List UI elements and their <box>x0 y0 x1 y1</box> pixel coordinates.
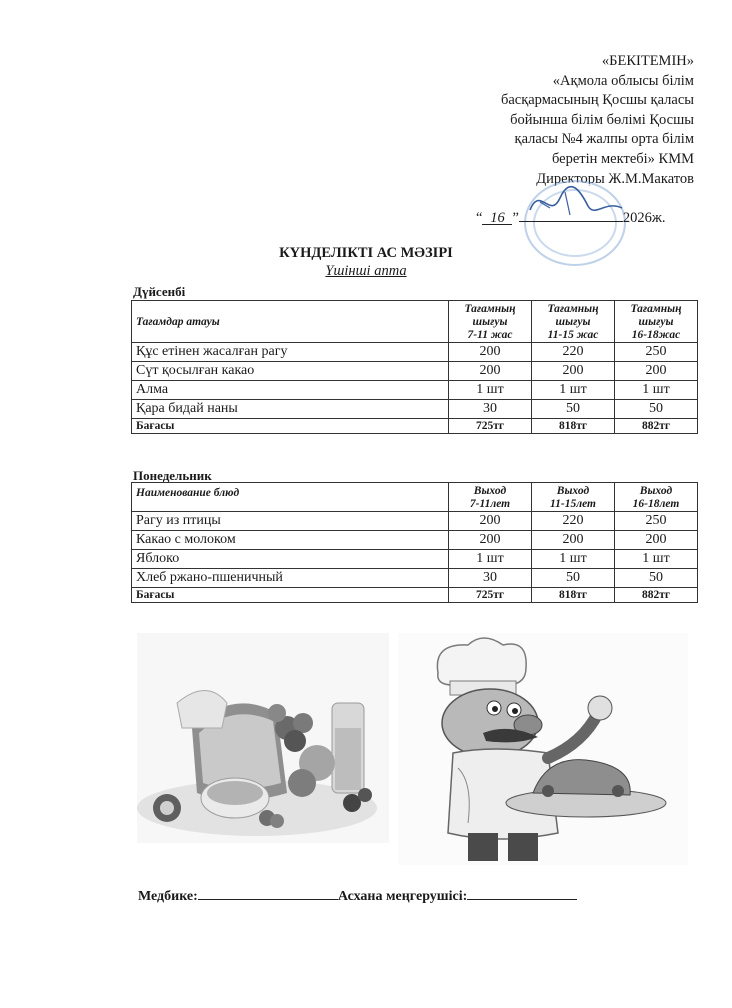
approval-block <box>404 52 694 189</box>
header-age-16-18: Тағамның шығуы 16-18жас <box>615 301 698 343</box>
portion-value: 200 <box>615 362 698 381</box>
approval-date <box>476 207 666 227</box>
portion-value: 250 <box>615 512 698 531</box>
table-row <box>132 343 698 362</box>
day-label: Понедельник <box>133 468 212 483</box>
date-day: 16 <box>482 210 512 225</box>
price-value: 725тг <box>449 588 532 603</box>
portion-value: 1 шт <box>532 381 615 400</box>
approval-line: бойынша білім бөлімі Қосшы <box>510 111 694 128</box>
day-label: Дүйсенбі <box>133 284 186 299</box>
dish-name: Алма <box>132 381 449 400</box>
portion-value: 200 <box>532 362 615 381</box>
header-age-11-15: Тағамның шығуы 11-15 жас <box>532 301 615 343</box>
table-row <box>132 531 698 550</box>
table-row <box>132 512 698 531</box>
header-age-7-11: Тағамның шығуы 7-11 жас <box>449 301 532 343</box>
portion-value: 50 <box>532 400 615 419</box>
approval-line: басқармасының Қосшы қаласы <box>500 92 694 109</box>
portion-value: 50 <box>615 400 698 419</box>
total-label: Бағасы <box>132 588 449 603</box>
header-age-11-15: Выход 11-15лет <box>532 483 615 512</box>
portion-value: 50 <box>615 569 698 588</box>
portion-value: 220 <box>532 343 615 362</box>
table-row <box>132 381 698 400</box>
price-value: 818тг <box>532 588 615 603</box>
header-dish-name: Тағамдар атауы <box>132 301 449 343</box>
portion-value: 200 <box>449 343 532 362</box>
portion-value: 1 шт <box>449 550 532 569</box>
price-value: 882тг <box>615 419 698 434</box>
approval-line: «Ақмола облысы білім <box>552 72 694 89</box>
portion-value: 200 <box>615 531 698 550</box>
approval-line: қаласы №4 жалпы орта білім <box>514 131 694 148</box>
portion-value: 250 <box>615 343 698 362</box>
portion-value: 1 шт <box>532 550 615 569</box>
portion-value: 30 <box>449 400 532 419</box>
approval-line: «БЕКІТЕМІН» <box>601 53 694 69</box>
dish-name: Хлеб ржано-пшеничный <box>132 569 449 588</box>
chef-cartoon-image <box>398 633 688 865</box>
dish-name: Сүт қосылған какао <box>132 362 449 381</box>
dish-name: Яблоко <box>132 550 449 569</box>
total-label: Бағасы <box>132 419 449 434</box>
page-title: КҮНДЕЛІКТІ АС МӘЗІРІ <box>279 245 453 261</box>
total-row <box>132 419 698 434</box>
portion-value: 200 <box>449 512 532 531</box>
table-row <box>132 569 698 588</box>
director-line: Директоры Ж.М.Макатов <box>536 170 694 187</box>
portion-value: 1 шт <box>615 550 698 569</box>
portion-value: 1 шт <box>615 381 698 400</box>
dish-name: Құс етінен жасалған рагу <box>132 343 449 362</box>
menu-table-kazakh <box>131 300 698 434</box>
portion-value: 1 шт <box>449 381 532 400</box>
kitchen-manager-label: Асхана меңгерушісі: <box>337 889 468 904</box>
header-age-7-11: Выход 7-11лет <box>449 483 532 512</box>
signature-footer <box>138 886 577 905</box>
price-value: 818тг <box>532 419 615 434</box>
kitchen-manager-signature-blank <box>467 886 577 900</box>
portion-value: 50 <box>532 569 615 588</box>
portion-value: 200 <box>532 531 615 550</box>
table-row <box>132 362 698 381</box>
header-age-16-18: Выход 16-18лет <box>615 483 698 512</box>
approval-line: беретін мектебі» КММ <box>551 150 694 167</box>
table-row <box>132 550 698 569</box>
portion-value: 200 <box>449 362 532 381</box>
page-subtitle: Үшінші апта <box>325 263 407 279</box>
price-value: 725тг <box>449 419 532 434</box>
table-header-row <box>132 483 698 512</box>
date-open-quote: “ <box>476 210 483 226</box>
date-year: 2026ж. <box>622 210 666 226</box>
menu-table-russian <box>131 482 698 603</box>
portion-value: 200 <box>449 531 532 550</box>
dish-name: Рагу из птицы <box>132 512 449 531</box>
price-value: 882тг <box>615 588 698 603</box>
total-row <box>132 588 698 603</box>
dish-name: Қара бидай наны <box>132 400 449 419</box>
table-header-row <box>132 301 698 343</box>
nurse-label: Медбике: <box>138 889 198 904</box>
header-dish-name: Наименование блюд <box>132 483 449 512</box>
portion-value: 30 <box>449 569 532 588</box>
date-close-quote: ” <box>512 210 519 226</box>
food-collage-image <box>137 633 389 843</box>
date-month-blank <box>519 207 623 222</box>
dish-name: Какао с молоком <box>132 531 449 550</box>
nurse-signature-blank <box>198 886 338 900</box>
portion-value: 220 <box>532 512 615 531</box>
table-row <box>132 400 698 419</box>
